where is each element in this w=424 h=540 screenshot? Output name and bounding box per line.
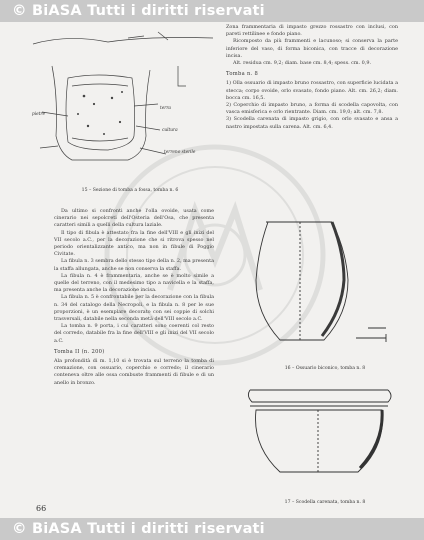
left-paragraph: Il tipo di fibula è attestato fra la fine dell'VIII e gli inizi del VII secolo a.C., per la decorazione che si ritrova spesso nel periodo orientalizzante antico, ma non in fibule di Poggio Civitate. — [54, 229, 214, 258]
fig17-caption: 17 – Scodella carenata, tomba n. 8 — [284, 500, 366, 505]
left-text-column — [54, 208, 214, 387]
left-section-text: Ala profondità di m. 1,10 si è trovata sul terreno la tomba di cremazione, con ossuario, coperchio e corredo; il cinerario conteneva oltre alle ossa combuste frammenti di fibule e di un anello in bronzo. — [54, 358, 214, 386]
left-paragraph: La fibula n. 5 è confrontabile per la decorazione con la fibula n. 34 del catalogo della Necropoli, e la fibula n. 8 per le sue proporzioni, è un esemplare decorato con sei coppie di solchi trasversali, databile nella seconda metà dell'VIII secolo a.C. — [54, 294, 214, 323]
fig15-label-4: terreno sterile — [164, 150, 196, 155]
left-paragraph: La fibula n. 4 è frammentaria, anche se è molto simile a quelle del terreno, con il medesimo tipo a navicella e la staffa, ma presenta anche la decorazione incisa. — [54, 272, 214, 294]
left-section-title: Tomba II (n. 200) — [54, 348, 105, 355]
left-paragraph: La tomba n. 9 porta, i cui caratteri sono coerenti col resto del corredo, databile fra la fine dell'VIII e gli inizi del VII secolo a.C. — [54, 323, 214, 344]
right-paragraph: Alt. residua cm. 9,2; diam. base cm. 8,4; spess. cm. 0,9. — [233, 60, 372, 67]
left-paragraph: La fibula n. 3 sembra dello stesso tipo della n. 2, ma presenta la staffa allungata, anche se non conserva la staffa. — [54, 258, 214, 272]
right-paragraph: Ricomposto da più frammenti e lacunoso; si conserva la parte inferiore del vaso, di forma biconica, con tracce di decorazione incisa. — [226, 38, 398, 59]
right-section-title: Tomba n. 8 — [226, 71, 259, 78]
left-paragraph: Da ultimo si confronti anche l'olla ovoide, usata come cinerario nei sepolcreti dell'Osteria dell'Osa, che presenta caratteri simili a quelli della cultura laziale. — [54, 208, 214, 229]
watermark-top: © BiASA Tutti i diritti riservati — [0, 0, 424, 22]
ossuary-vase-figure — [236, 210, 404, 360]
watermark-bottom: © BiASA Tutti i diritti riservati — [0, 518, 424, 540]
fig16-caption: 16 – Ossuario biconico, tomba n. 8 — [284, 366, 366, 371]
page-number: 66 — [36, 504, 47, 513]
tomb-section-figure — [28, 26, 218, 186]
right-list-item: 2) Coperchio di impasto bruno, a forma di scodella capovolta, con vasca emisferica e orlo rientrante. Diam. cm. 19,0; alt. cm. 7,8. — [226, 102, 398, 116]
fig15-label-1: pietre — [32, 112, 45, 117]
fig15-label-3: cultura — [162, 128, 178, 133]
right-list-item: 3) Scodella carenata di impasto grigio, con orlo svasato e ansa a nastro impostata sulla carena. Alt. cm. 6,4. — [226, 116, 398, 130]
carinated-bowl-figure — [236, 376, 404, 500]
right-paragraph: Zona frammentaria di impasto grezzo rossastro con inclusi, con pareti rettilinee e fondo piano. — [226, 24, 398, 38]
fig15-caption: 15 – Sezione di tomba a fossa, tomba n. 6 — [81, 188, 179, 193]
right-text-column — [226, 24, 398, 131]
right-list-item: 1) Olla ossuario di impasto bruno rossastro, con superficie lucidata a stecca; corpo ovoide, orlo svasato, fondo piano. Alt. cm. 26,2; diam. bocca cm. 16,5. — [226, 80, 398, 101]
fig15-label-2: terra — [160, 106, 171, 111]
